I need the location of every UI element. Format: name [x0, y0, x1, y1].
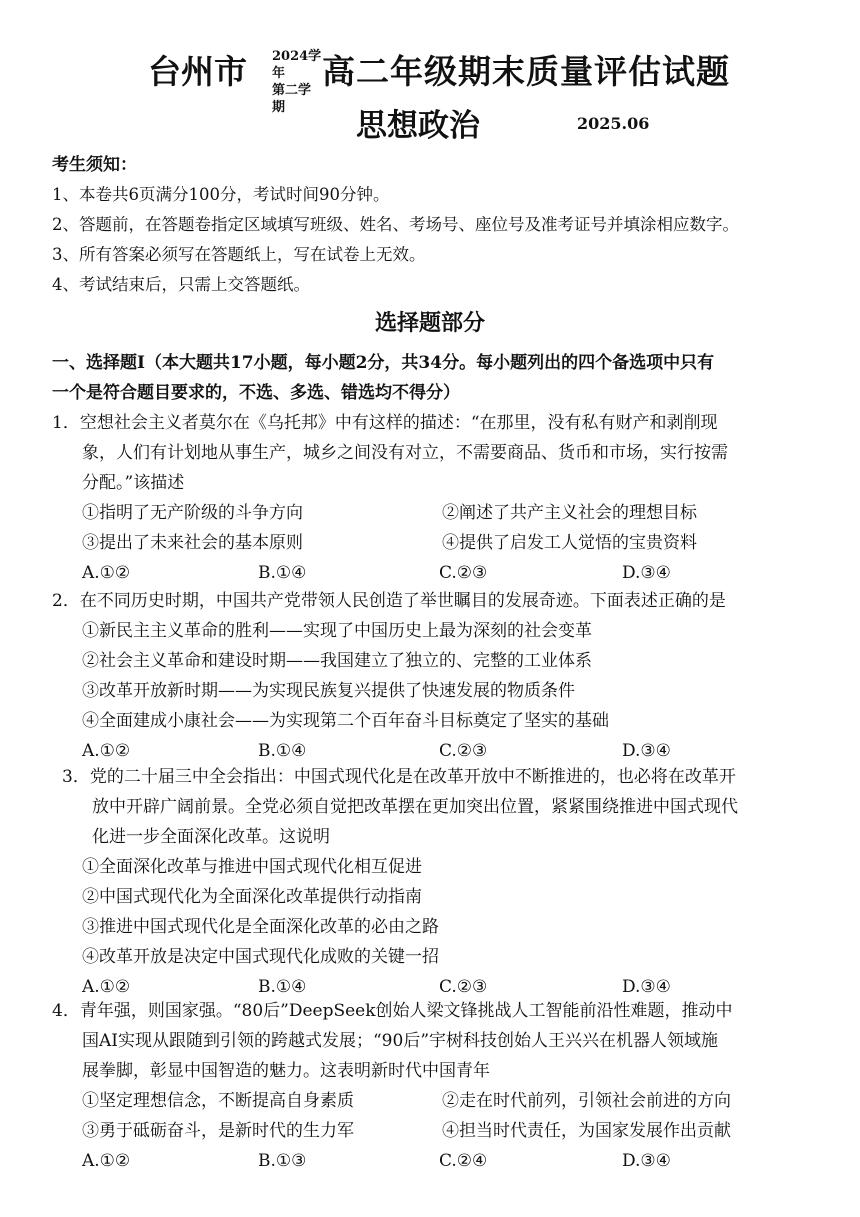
option-row	[52, 498, 812, 528]
answer-choice: D.③④	[622, 741, 671, 761]
option-item: ④担当时代责任，为国家发展作出贡献	[442, 1121, 731, 1141]
answer-choice: C.②③	[439, 977, 488, 997]
answer-row	[52, 1146, 812, 1176]
option-row	[52, 528, 812, 558]
option-item: ③提出了未来社会的基本原则	[82, 533, 303, 553]
question-1	[52, 408, 812, 588]
exam-term-year: 2024学年	[272, 49, 322, 81]
option-item: ①新民主主义革命的胜利——实现了中国历史上最为深刻的社会变革	[82, 621, 592, 641]
notice-item: 2、答题前，在答题卷指定区域填写班级、姓名、考场号、座位号及准考证号并填涂相应数字。	[52, 215, 739, 234]
option-item: ②中国式现代化为全面深化改革提供行动指南	[82, 887, 422, 907]
answer-choice: C.②③	[439, 563, 488, 583]
option-row	[62, 852, 822, 882]
option-item: ②社会主义革命和建设时期——我国建立了独立的、完整的工业体系	[82, 651, 592, 671]
option-row	[52, 706, 812, 736]
question-3	[62, 762, 822, 1002]
question-stem: 分配。”该描述	[82, 473, 185, 493]
answer-choice: A.①②	[82, 977, 131, 997]
option-row	[52, 616, 812, 646]
option-item: ③推进中国式现代化是全面深化改革的必由之路	[82, 917, 439, 937]
notice-item: 3、所有答案必须写在答题纸上，写在试卷上无效。	[52, 245, 426, 264]
question-stem: 3．党的二十届三中全会指出：中国式现代化是在改革开放中不断推进的，也必将在改革开	[62, 767, 736, 787]
part-heading	[52, 348, 812, 408]
section-title: 选择题部分	[374, 310, 485, 336]
question-stem: 放中开辟广阔前景。全党必须自觉把改革摆在更加突出位置，紧紧围绕推进中国式现代	[92, 797, 738, 817]
answer-choice: A.①②	[82, 563, 131, 583]
option-item: ④改革开放是决定中国式现代化成败的关键一招	[82, 947, 439, 967]
option-row	[62, 912, 822, 942]
part-heading-line: 一、选择题Ⅰ（本大题共17小题，每小题2分，共34分。每小题列出的四个备选项中只有	[52, 353, 715, 373]
answer-choice: B.①③	[258, 1151, 307, 1171]
question-stem: 化进一步全面深化改革。这说明	[92, 827, 330, 847]
exam-term	[272, 48, 322, 116]
option-item: ④全面建成小康社会——为实现第二个百年奋斗目标奠定了坚实的基础	[82, 711, 609, 731]
answer-choice: B.①④	[258, 977, 307, 997]
answer-choice: D.③④	[622, 1151, 671, 1171]
option-row	[52, 676, 812, 706]
answer-choice: B.①④	[258, 563, 307, 583]
exam-title: 高二年级期末质量评估试题	[322, 52, 730, 91]
question-stem: 1．空想社会主义者莫尔在《乌托邦》中有这样的描述：“在那里，没有私有财产和剥削现	[52, 413, 718, 433]
exam-term-semester: 第二学期	[272, 83, 312, 115]
answer-row	[52, 558, 812, 588]
question-2	[52, 586, 812, 766]
question-stem: 4．青年强，则国家强。“80后”DeepSeek创始人梁文锋挑战人工智能前沿性难题，推动中	[52, 1001, 733, 1021]
answer-choice: A.①②	[82, 741, 131, 761]
option-row	[52, 646, 812, 676]
notice-list	[52, 180, 842, 300]
option-item: ①坚定理想信念，不断提高自身素质	[82, 1091, 354, 1111]
option-item: ③改革开放新时期——为实现民族复兴提供了快速发展的物质条件	[82, 681, 575, 701]
option-item: ②阐述了共产主义社会的理想目标	[442, 503, 697, 523]
answer-choice: C.②④	[439, 1151, 488, 1171]
question-4	[52, 996, 812, 1176]
notice-item: 4、考试结束后，只需上交答题纸。	[52, 275, 310, 294]
option-item: ①全面深化改革与推进中国式现代化相互促进	[82, 857, 422, 877]
exam-city: 台州市	[148, 52, 247, 91]
exam-date: 2025.06	[577, 114, 650, 133]
option-item: ③勇于砥砺奋斗，是新时代的生力军	[82, 1121, 354, 1141]
option-row	[52, 1086, 812, 1116]
question-stem: 象，人们有计划地从事生产，城乡之间没有对立，不需要商品、货币和市场，实行按需	[82, 443, 728, 463]
answer-choice: A.①②	[82, 1151, 131, 1171]
option-item: ④提供了启发工人觉悟的宝贵资料	[442, 533, 697, 553]
option-row	[62, 942, 822, 972]
exam-subject: 思想政治	[356, 108, 480, 144]
part-heading-line: 一个是符合题目要求的，不选、多选、错选均不得分）	[52, 383, 460, 403]
question-stem: 国AI实现从跟随到引领的跨越式发展；“90后”宇树科技创始人王兴兴在机器人领域施	[82, 1031, 719, 1051]
notice-item: 1、本卷共6页满分100分，考试时间90分钟。	[52, 185, 390, 204]
question-stem: 2．在不同历史时期，中国共产党带领人民创造了举世瞩目的发展奇迹。下面表述正确的是	[52, 591, 726, 611]
answer-choice: D.③④	[622, 977, 671, 997]
notice-heading: 考生须知：	[52, 155, 137, 175]
option-item: ②走在时代前列，引领社会前进的方向	[442, 1091, 731, 1111]
answer-choice: C.②③	[439, 741, 488, 761]
option-row	[52, 1116, 812, 1146]
exam-title-row	[0, 44, 860, 115]
option-row	[62, 882, 822, 912]
answer-choice: D.③④	[622, 563, 671, 583]
answer-choice: B.①④	[258, 741, 307, 761]
option-item: ①指明了无产阶级的斗争方向	[82, 503, 303, 523]
question-stem: 展拳脚，彰显中国智造的魅力。这表明新时代中国青年	[82, 1061, 490, 1081]
